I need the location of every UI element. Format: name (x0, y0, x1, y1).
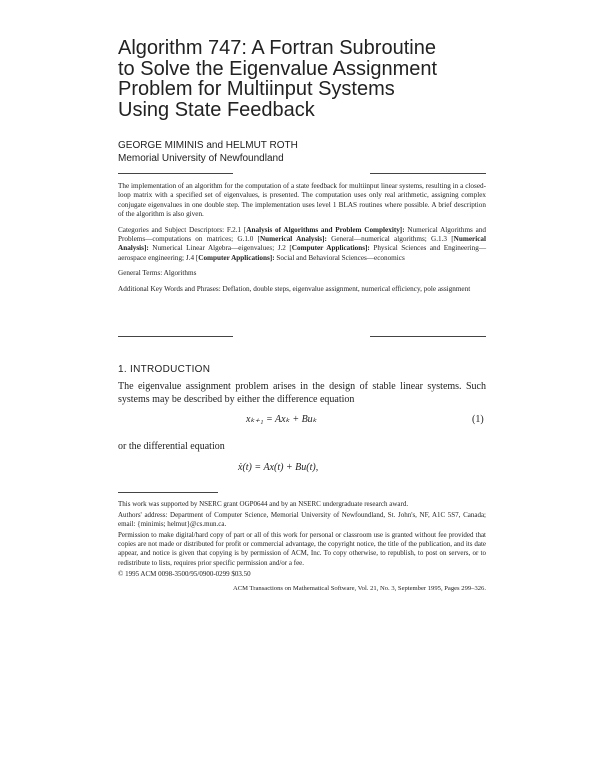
abstract-end-rule-left (118, 336, 233, 337)
journal-footer: ACM Transactions on Mathematical Software, Vol. 21, No. 3, September 1995, Pages 299–326. (232, 585, 486, 592)
footnote-rule (118, 492, 218, 493)
abstract-end-rule-right (370, 336, 486, 337)
categories-text: Categories and Subject Descriptors: F.2.1 [Analysis of Algorithms and Problem Complexity]: Numerical Algorithms and Problems—computations on matrices; G.1.0 [Numerical Analysis]: General—numerical algorithms; G.1.3 [Numerical Analysis]: Numerical Linear Algebra—eigenvalues; J.2 [Computer Applications]: Physical Sciences and Engineering—aerospace engineering; J.4 [Computer Applications]: Social and Behavioral Sciences—economics (118, 225, 487, 262)
title-line-1: Algorithm 747: A Fortran Subroutine (118, 37, 436, 59)
author-names: GEORGE MIMINIS and HELMUT ROTH (118, 140, 298, 151)
equation-1: xₖ₊₁ = Axₖ + Buₖ (246, 414, 317, 425)
footnote-permission: Permission to make digital/hard copy of part or all of this work for personal or classroom use is granted without fee provided that copies are not made or distributed for profit or commercial advantage, the copyright notice, the title of the publication, and its date appear, and notice is given that copying is by permission of ACM, Inc. To copy otherwise, to republish, to post on servers, or to redistribute to lists, requires prior specific permission and/or a fee. (118, 531, 486, 567)
title-line-4: Using State Feedback (118, 98, 315, 121)
abstract-text: The implementation of an algorithm for the computation of a state feedback for multiinput linear systems, resulting in a closed-loop matrix with a specified set of eigenvalues, is presented. The computation uses only real arithmetic, assigning complex conjugate eigenvalues in one double step. The implementation uses level 1 BLAS routines where possible. A brief description of the algorithm is also given. (118, 182, 486, 219)
footnote-address: Authors' address: Department of Computer Science, Memorial University of Newfoundland, St. John's, NF, A1C 5S7, Canada; email: {minimis; helmut}@cs.mun.ca. (118, 511, 486, 529)
general-terms: General Terms: Algorithms (118, 269, 197, 278)
author-block (118, 139, 498, 165)
footnote-copyright: © 1995 ACM 0098-3500/95/0900-0299 $03.50 (118, 569, 251, 578)
title-line-3: Problem for Multiinput Systems (118, 78, 395, 100)
equation-1-number: (1) (472, 414, 484, 425)
intro-paragraph: The eigenvalue assignment problem arises in the design of stable linear systems. Such systems may be described by either the difference equation (118, 381, 486, 405)
between-text: or the differential equation (118, 441, 225, 452)
abstract-rule-right (370, 173, 486, 174)
section-heading: 1. INTRODUCTION (118, 364, 211, 375)
footnotes-block (118, 500, 486, 581)
paper-title (118, 38, 518, 120)
footnote-funding: This work was supported by NSERC grant OGP0644 and by an NSERC undergraduate research award. (118, 500, 409, 508)
equation-2: ẋ(t) = Ax(t) + Bu(t), (238, 462, 319, 473)
title-line-2: to Solve the Eigenvalue Assignment (118, 57, 438, 80)
author-affiliation: Memorial University of Newfoundland (118, 153, 284, 164)
abstract-rule-left (118, 173, 233, 174)
keywords: Additional Key Words and Phrases: Deflation, double steps, eigenvalue assignment, numerical efficiency, pole assignment (118, 284, 471, 293)
abstract-block (118, 182, 486, 300)
